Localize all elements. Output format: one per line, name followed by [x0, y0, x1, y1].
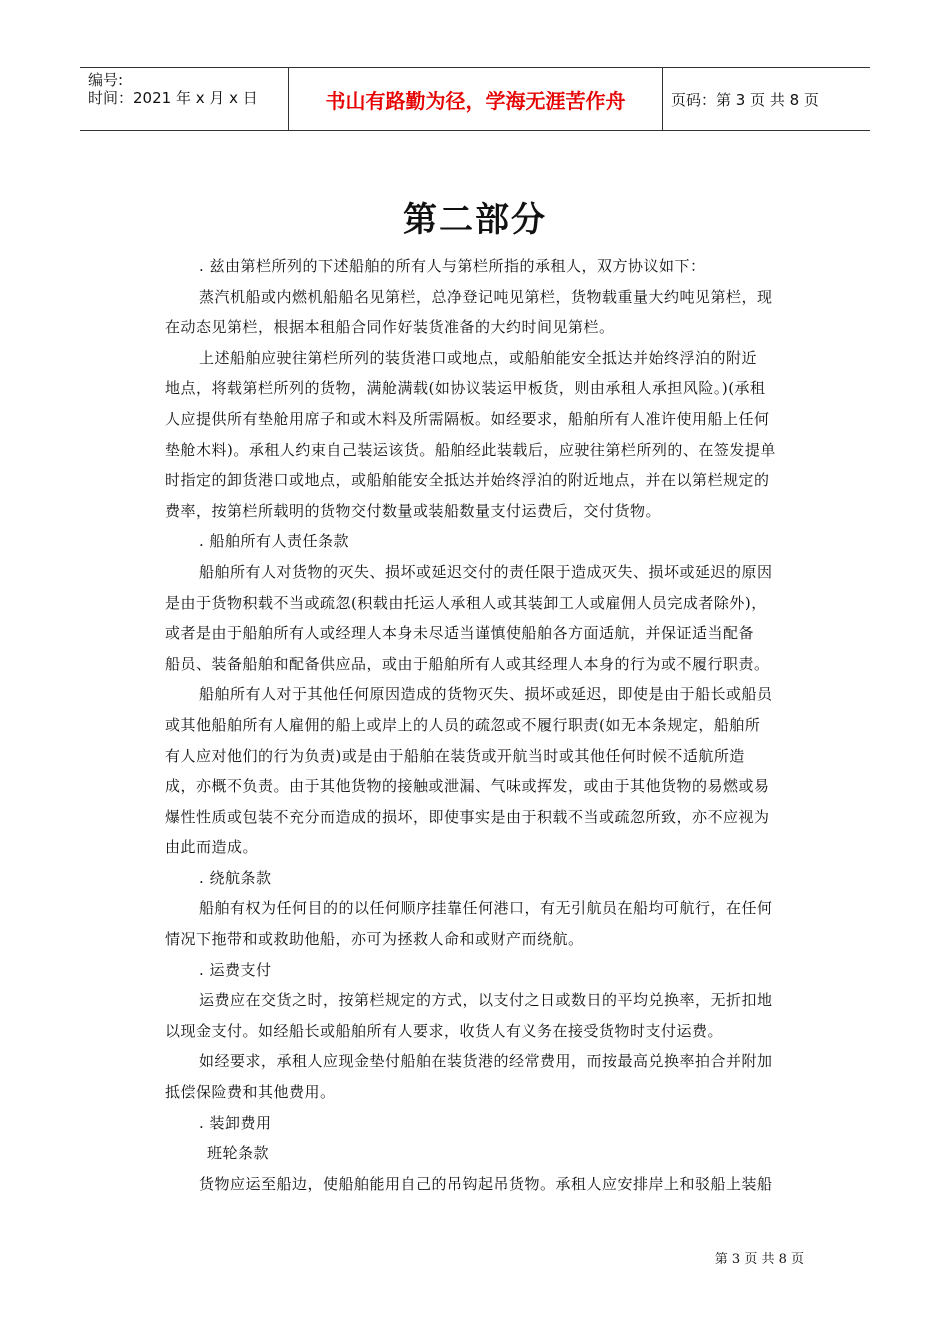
header-motto: 书山有路勤为径，学海无涯苦作舟 [289, 68, 663, 130]
paragraph-line: 成，亦概不负责。由于其他货物的接触或泄漏、气味或挥发，或由于其他货物的易燃或易 [165, 777, 770, 796]
section-heading: . 装卸费用 [199, 1113, 272, 1132]
paragraph-line: 有人应对他们的行为负责)或是由于船舶在装货或开航当时或其他任何时候不适航所造 [165, 746, 745, 765]
paragraph-line: 抵偿保险费和其他费用。 [165, 1083, 336, 1102]
paragraph-line: 船员、装备船舶和配备供应品，或由于船舶所有人或其经理人本身的行为或不履行职责。 [165, 654, 770, 673]
section-heading: . 船舶所有人责任条款 [199, 532, 350, 551]
section-heading: . 兹由第栏所列的下述船舶的所有人与第栏所指的承租人，双方协议如下： [199, 257, 706, 275]
paragraph-line: 地点，将载第栏所列的货物，满舱满载(如协议装运甲板货，则由承租人承担风险。)(承租 [165, 379, 766, 398]
paragraph-line: 或其他船舶所有人雇佣的船上或岸上的人员的疏忽或不履行职责(如无本条规定，船舶所 [165, 715, 761, 734]
header-page-info: 页码：第 3 页 共 8 页 [671, 90, 819, 109]
paragraph-line: 是由于货物积载不当或疏忽(积载由托运人承租人或其装卸工人或雇佣人员完成者除外)， [165, 593, 767, 612]
paragraph-line: 以现金支付。如经船长或船舶所有人要求，收货人有义务在接受货物时支付运费。 [165, 1021, 724, 1040]
paragraph-line: 如经要求，承租人应现金垫付船舶在装货港的经常费用，而按最高兑换率拍合并附加 [199, 1052, 773, 1071]
paragraph-line: 在动态见第栏，根据本租船合同作好装货准备的大约时间见第栏。 [165, 318, 615, 337]
paragraph-line: 费率，按第栏所载明的货物交付数量或装船数量支付运费后，交付货物。 [165, 501, 662, 520]
number-label: 编号: [88, 71, 124, 89]
paragraph-line: 垫舱木料)。承租人约束自己装运该货。船舶经此装载后，应驶往第栏所列的、在签发提单 [165, 440, 776, 459]
header-box [80, 67, 870, 131]
paragraph-line: 运费应在交货之时，按第栏规定的方式，以支付之日或数日的平均兑换率，无折扣地 [199, 991, 773, 1010]
paragraph-line: 由此而造成。 [165, 838, 259, 857]
paragraph-line: 爆性性质或包装不充分而造成的损坏，即使事实是由于积载不当或疏忽所致，亦不应视为 [165, 807, 770, 826]
paragraph-line: 货物应运至船边，使船舶能用自己的吊钩起吊货物。承租人应安排岸上和驳船上装船 [199, 1174, 773, 1193]
paragraph-line: 人应提供所有垫舱用席子和或木料及所需隔板。如经要求，船舶所有人准许使用船上任何 [165, 409, 770, 428]
section-heading: . 绕航条款 [199, 868, 272, 887]
document-body [165, 251, 805, 1199]
paragraph-line: 船舶所有人对于其他任何原因造成的货物灭失、损坏或延迟，即使是由于船长或船员 [199, 685, 773, 704]
page-title: 第二部分 [403, 200, 547, 240]
header-meta [80, 68, 289, 130]
section-heading: . 运费支付 [199, 960, 272, 979]
paragraph-line: 船舶有权为任何目的的以任何顺序挂靠任何港口，有无引航员在船均可航行，在任何 [199, 899, 773, 918]
paragraph-line: 船舶所有人对货物的灭失、损坏或延迟交付的责任限于造成灭失、损坏或延迟的原因 [199, 562, 773, 581]
paragraph-line: 时指定的卸货港口或地点，或船舶能安全抵达并始终浮泊的附近地点，并在以第栏规定的 [165, 471, 770, 490]
paragraph-line: 蒸汽机船或内燃机船船名见第栏，总净登记吨见第栏，货物载重量大约吨见第栏，现 [199, 287, 773, 306]
paragraph-line: 上述船舶应驶往第栏所列的装货港口或地点，或船舶能安全抵达并始终浮泊的附近 [199, 348, 758, 367]
page-footer: 第 3 页 共 8 页 [714, 1252, 804, 1267]
time-label: 时间：2021 年 x 月 x 日 [88, 89, 258, 107]
subsection-heading: 班轮条款 [207, 1144, 270, 1163]
paragraph-line: 或者是由于船舶所有人或经理人本身未尽适当谨慎使船舶各方面适航，并保证适当配备 [165, 624, 755, 643]
paragraph-line: 情况下拖带和或救助他船，亦可为拯救人命和或财产而绕航。 [165, 930, 584, 949]
